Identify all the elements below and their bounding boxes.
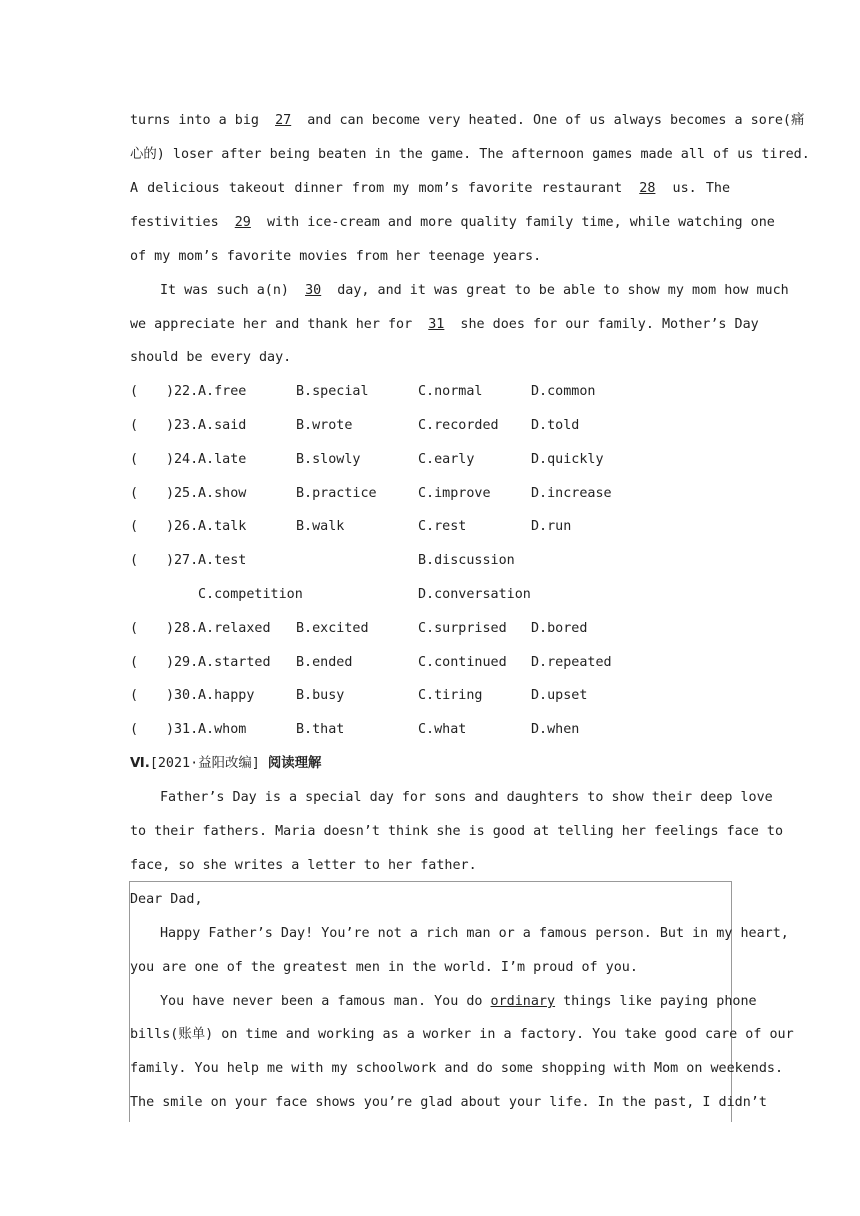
answer-paren-open: (: [130, 452, 139, 467]
option-c: C.recorded: [418, 418, 499, 433]
letter-line-5: family. You help me with my schoolwork and do some shopping with Mom on weekends.: [130, 1061, 784, 1076]
answer-paren-close: ): [166, 519, 175, 534]
option-c: C.early: [418, 452, 475, 467]
passage-text: us. The: [672, 181, 731, 196]
blank-28: 28: [639, 181, 656, 196]
blank-31: 31: [428, 317, 445, 332]
answer-paren-open: (: [130, 418, 139, 433]
option-c: C.improve: [418, 486, 491, 501]
answer-paren-open: (: [130, 384, 139, 399]
passage-text: she does for our family. Mother’s Day: [460, 317, 759, 332]
answer-paren-close: ): [166, 418, 175, 433]
option-a: A.whom: [198, 722, 247, 737]
passage-text: and can become very heated. One of us always becomes a sore(痛: [307, 113, 805, 128]
blank-30: 30: [305, 283, 322, 298]
answer-paren-open: (: [130, 486, 139, 501]
question-number: 22.: [174, 384, 199, 399]
letter-text: things like paying phone: [563, 994, 757, 1009]
question-number: 29.: [174, 655, 199, 670]
option-a: A.said: [198, 418, 247, 433]
intro-line-1: Father’s Day is a special day for sons and daughters to show their deep love: [160, 790, 773, 805]
option-b: B.slowly: [296, 452, 361, 467]
question-number: 27.: [174, 553, 199, 568]
passage-text: with ice-cream and more quality family time, while watching one: [266, 215, 775, 230]
answer-paren-open: (: [130, 621, 139, 636]
answer-paren-close: ): [166, 688, 175, 703]
option-c: C.surprised: [418, 621, 507, 636]
question-number: 31.: [174, 722, 199, 737]
option-b: B.discussion: [418, 553, 515, 568]
passage-text: day, and it was great to be able to show my mom how much: [337, 283, 789, 298]
option-c: C.normal: [418, 384, 483, 399]
passage-line-3: [130, 179, 730, 199]
blank-27: 27: [275, 113, 292, 128]
option-b: B.wrote: [296, 418, 353, 433]
option-b: B.busy: [296, 688, 345, 703]
intro-line-2: to their fathers. Maria doesn’t think she is good at telling her feelings face to: [130, 824, 784, 839]
option-c: C.continued: [418, 655, 507, 670]
passage-text: turns into a big: [130, 113, 259, 128]
question-number: 23.: [174, 418, 199, 433]
intro-line-3: face, so she writes a letter to her father.: [130, 858, 477, 873]
option-a: A.late: [198, 452, 247, 467]
option-d: D.common: [531, 384, 596, 399]
letter-line-3: [160, 992, 757, 1012]
option-c: C.competition: [198, 587, 303, 602]
option-b: B.that: [296, 722, 345, 737]
passage-text: A delicious takeout dinner from my mom’s favorite restaurant: [130, 181, 623, 196]
blank-29: 29: [234, 215, 251, 230]
option-a: A.test: [198, 553, 247, 568]
answer-paren-close: ): [166, 553, 175, 568]
option-d: D.conversation: [418, 587, 531, 602]
underlined-word: ordinary: [490, 994, 556, 1009]
option-d: D.increase: [531, 486, 612, 501]
section-heading: [130, 754, 321, 774]
passage-text: festivities: [130, 215, 219, 230]
question-number: 26.: [174, 519, 199, 534]
option-b: B.excited: [296, 621, 369, 636]
passage-text: It was such a(n): [160, 283, 289, 298]
section-title: 阅读理解: [267, 756, 322, 771]
answer-paren-close: ): [166, 452, 175, 467]
section-number: Ⅵ.: [130, 756, 150, 771]
question-number: 25.: [174, 486, 199, 501]
option-d: D.told: [531, 418, 580, 433]
answer-paren-close: ): [166, 384, 175, 399]
option-d: D.bored: [531, 621, 588, 636]
letter-line-4: bills(账单) on time and working as a worker in a factory. You take good care of our: [130, 1027, 794, 1042]
answer-paren-open: (: [130, 553, 139, 568]
option-b: B.walk: [296, 519, 345, 534]
option-c: C.rest: [418, 519, 467, 534]
answer-paren-open: (: [130, 688, 139, 703]
option-a: A.relaxed: [198, 621, 271, 636]
section-source: [2021·益阳改编]: [149, 756, 260, 771]
answer-paren-close: ): [166, 621, 175, 636]
option-d: D.when: [531, 722, 580, 737]
letter-line-6: The smile on your face shows you’re glad about your life. In the past, I didn’t: [130, 1095, 767, 1110]
option-a: A.talk: [198, 519, 247, 534]
answer-paren-open: (: [130, 722, 139, 737]
letter-line-2: you are one of the greatest men in the world. I’m proud of you.: [130, 960, 638, 975]
letter-line-1: Happy Father’s Day! You’re not a rich man or a famous person. But in my heart,: [160, 926, 789, 941]
answer-paren-open: (: [130, 655, 139, 670]
passage-line-4: [130, 213, 775, 233]
passage-text: we appreciate her and thank her for: [130, 317, 413, 332]
passage-line-6: [160, 281, 789, 301]
passage-line-8: should be every day.: [130, 350, 292, 365]
answer-paren-close: ): [166, 655, 175, 670]
option-a: A.happy: [198, 688, 255, 703]
option-c: C.what: [418, 722, 467, 737]
passage-line-7: [130, 315, 759, 335]
option-a: A.show: [198, 486, 247, 501]
passage-line-5: of my mom’s favorite movies from her teenage years.: [130, 249, 542, 264]
question-number: 28.: [174, 621, 199, 636]
passage-line-2: 心的) loser after being beaten in the game. The afternoon games made all of us tired.: [130, 147, 810, 162]
option-d: D.upset: [531, 688, 588, 703]
answer-paren-close: ): [166, 722, 175, 737]
option-b: B.ended: [296, 655, 353, 670]
option-c: C.tiring: [418, 688, 483, 703]
option-a: A.started: [198, 655, 271, 670]
option-b: B.practice: [296, 486, 377, 501]
option-b: B.special: [296, 384, 369, 399]
option-d: D.run: [531, 519, 572, 534]
question-number: 30.: [174, 688, 199, 703]
answer-paren-open: (: [130, 519, 139, 534]
option-a: A.free: [198, 384, 247, 399]
passage-line-1: [130, 111, 805, 131]
option-d: D.quickly: [531, 452, 604, 467]
letter-text: You have never been a famous man. You do: [160, 994, 483, 1009]
letter-greeting: Dear Dad,: [130, 892, 203, 907]
question-number: 24.: [174, 452, 199, 467]
answer-paren-close: ): [166, 486, 175, 501]
option-d: D.repeated: [531, 655, 612, 670]
